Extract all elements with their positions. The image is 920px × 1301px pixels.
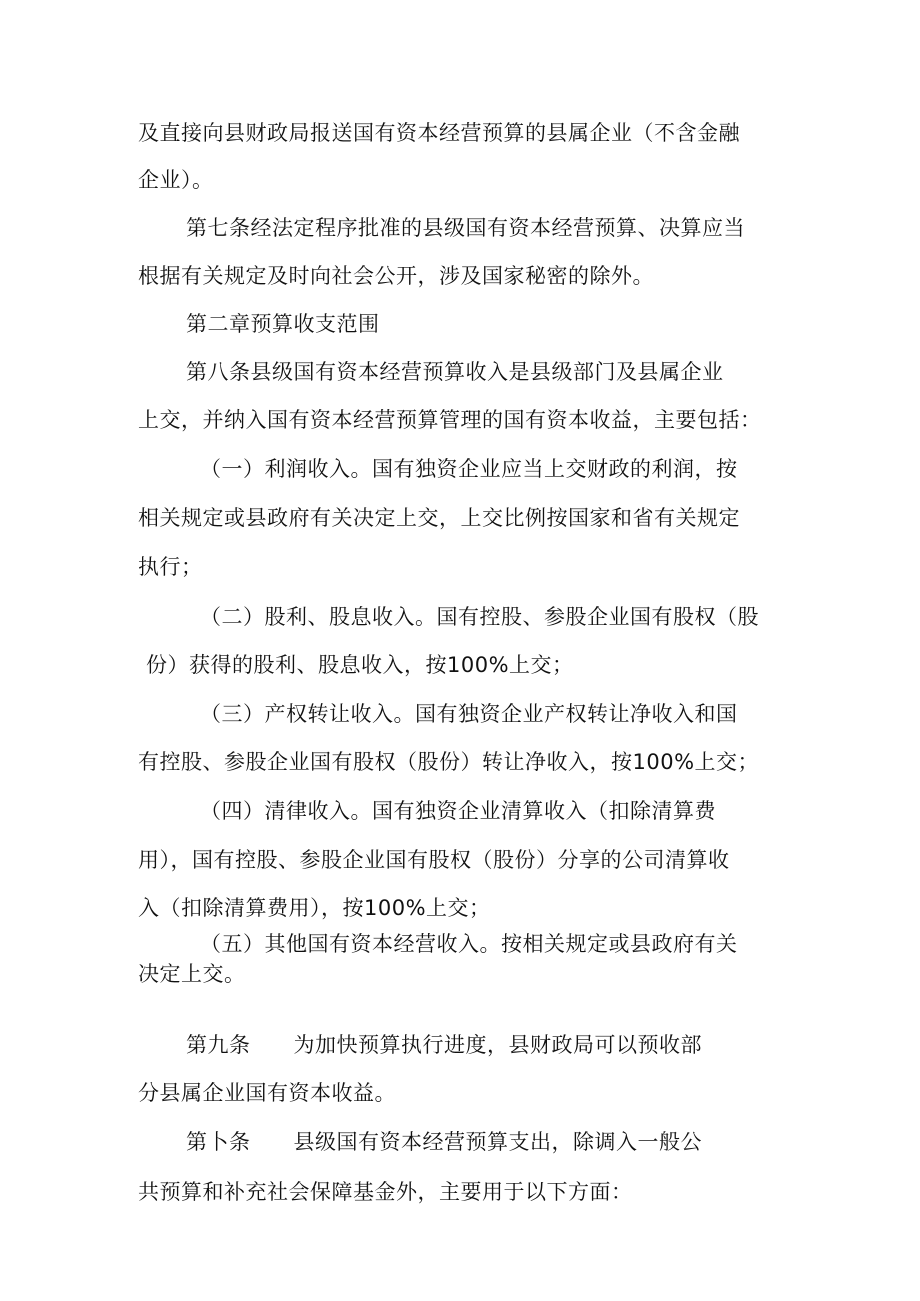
- text-line: 上交，并纳入国有资本经营预算管理的国有资本收益，主要包括：: [138, 408, 762, 432]
- text-line: 相关规定或县政府有关决定上交，上交比例按国家和省有关规定: [138, 506, 740, 530]
- text-line: 决定上交。: [138, 962, 246, 986]
- chapter-heading: 第二章预算收支范围: [186, 312, 380, 336]
- text-line: （三）产权转让收入。国有独资企业产权转让净收入和国: [200, 702, 738, 726]
- text-line: 根据有关规定及时向社会公开，涉及国家秘密的除外。: [138, 264, 654, 288]
- text-line: 共预算和补充社会保障基金外，主要用于以下方面：: [138, 1180, 633, 1204]
- text-line: 第九条 为加快预算执行进度，县财政局可以预收部: [186, 1033, 702, 1057]
- text-line: 有控股、参股企业国有股权（股份）转让净收入，按100%上交；: [138, 750, 760, 774]
- text-line: 及直接向县财政局报送国有资本经营预算的县属企业（不含金融: [138, 121, 740, 145]
- text-line: 第卜条 县级国有资本经营预算支出，除调入一般公: [186, 1130, 702, 1154]
- text-line: 执行；: [138, 555, 203, 579]
- text-line: （二）股利、股息收入。国有控股、参股企业国有股权（股: [200, 605, 759, 629]
- text-line: 入（扣除清算费用），按100%上交；: [138, 896, 491, 920]
- text-line: 企业）。: [138, 168, 214, 192]
- text-line: 分县属企业国有资本收益。: [138, 1081, 396, 1105]
- text-line: （四）清律收入。国有独资企业清算收入（扣除清算费: [200, 799, 716, 823]
- text-line: 份）获得的股利、股息收入，按100%上交；: [146, 653, 574, 677]
- text-line: （一）利润收入。国有独资企业应当上交财政的利润，按: [200, 457, 738, 481]
- text-line: 第七条经法定程序批准的县级国有资本经营预算、决算应当: [186, 216, 745, 240]
- text-line: 用），国有控股、参股企业国有股权（股份）分享的公司清算收: [138, 848, 730, 872]
- text-line: 第八条县级国有资本经营预算收入是县级部门及县属企业: [186, 360, 724, 384]
- text-line: （五）其他国有资本经营收入。按相关规定或县政府有关: [200, 932, 738, 956]
